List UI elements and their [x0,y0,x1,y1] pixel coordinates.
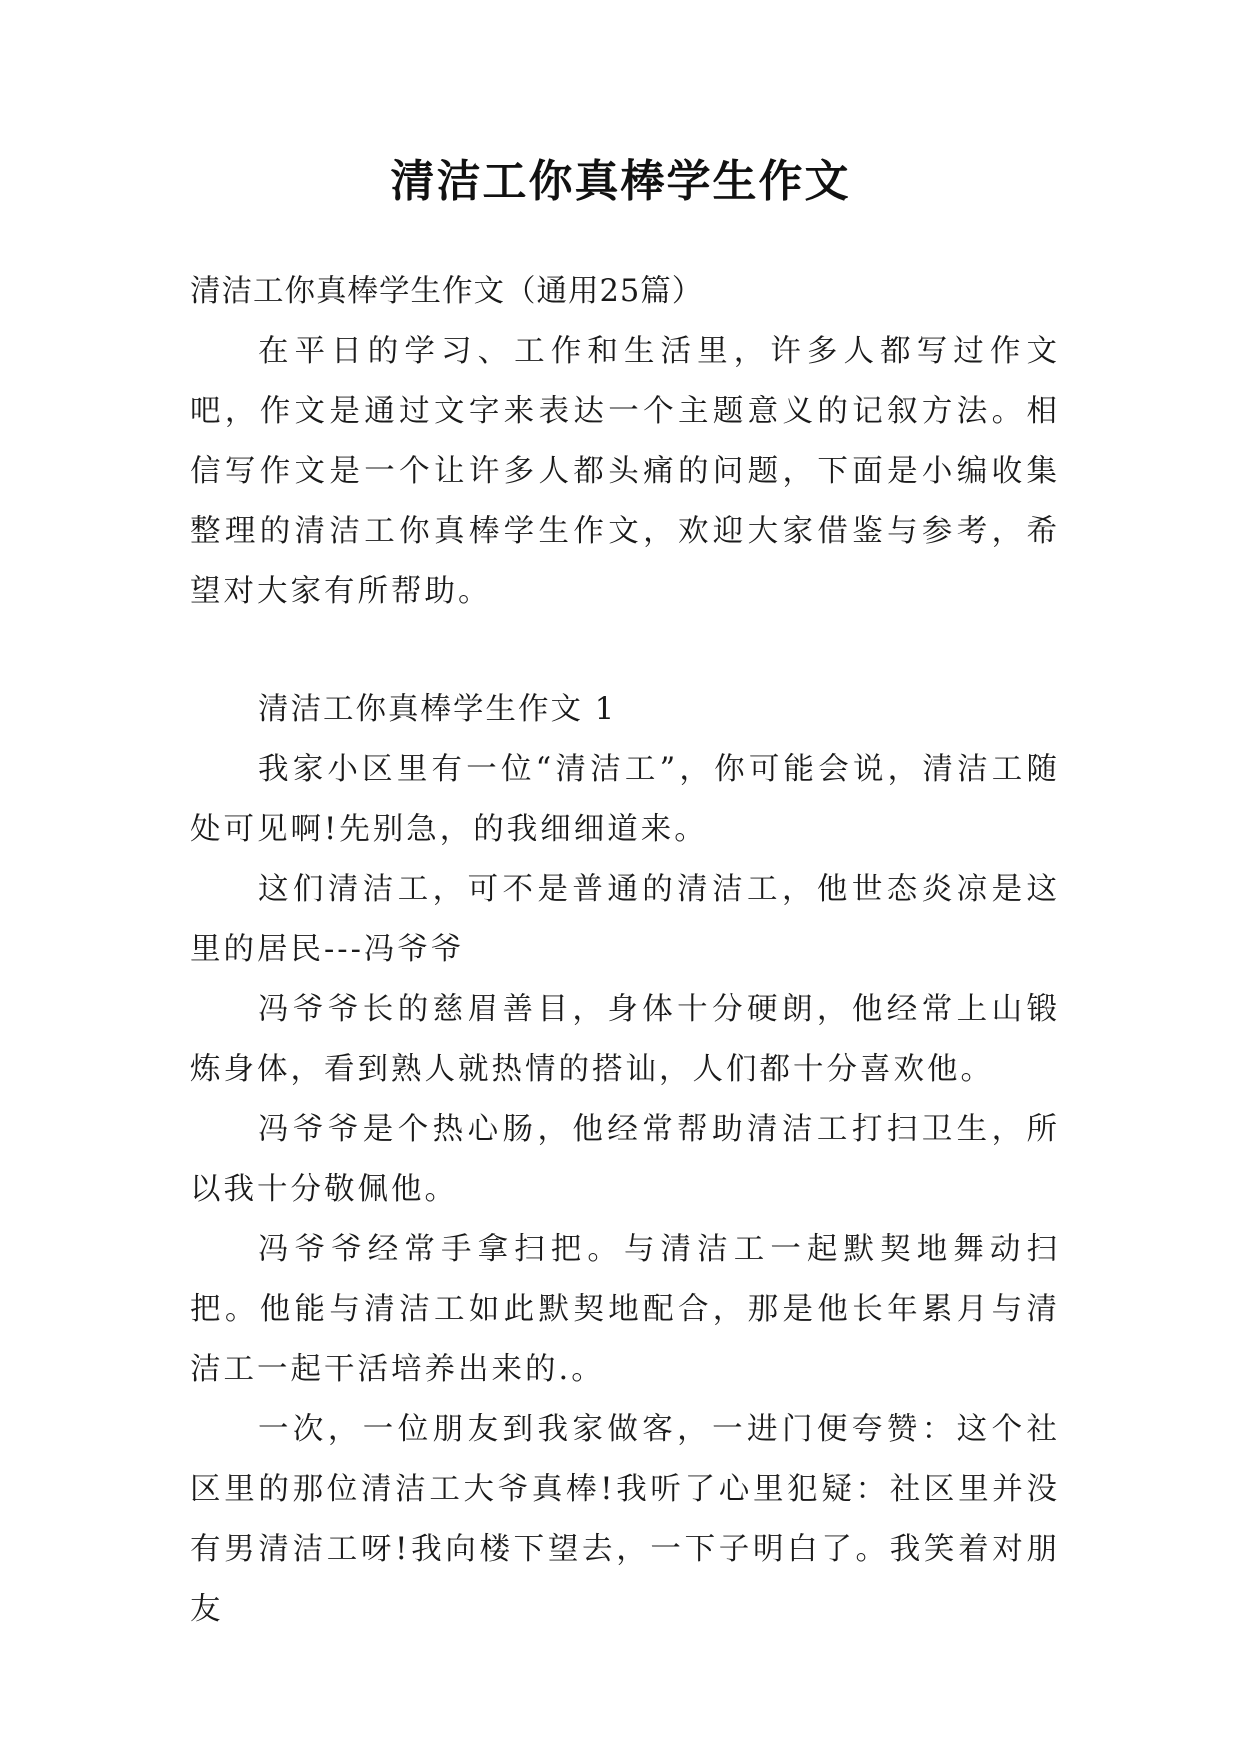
intro-paragraph: 在平日的学习、工作和生活里，许多人都写过作文吧，作文是通过文字来表达一个主题意义的记叙方法。相信写作文是一个让许多人都头痛的问题，下面是小编收集整理的清洁工你真棒学生作文，欢迎大家借鉴与参考，希望对大家有所帮助。 [190,334,1060,609]
document-body [190,262,1060,1640]
section-spacer [190,622,1060,680]
section-heading: 清洁工你真棒学生作文 1 [258,692,617,727]
body-paragraph-5: 冯爷爷经常手拿扫把。与清洁工一起默契地舞动扫把。他能与清洁工如此默契地配合，那是他长年累月与清洁工一起干活培养出来的.。 [190,1232,1060,1387]
body-paragraph-4: 冯爷爷是个热心肠，他经常帮助清洁工打扫卫生，所以我十分敬佩他。 [190,1112,1060,1207]
body-paragraph-6: 一次，一位朋友到我家做客，一进门便夸赞：这个社区里的那位清洁工大爷真棒!我听了心里犯疑：社区里并没有男清洁工呀!我向楼下望去，一下子明白了。我笑着对朋友 [190,1412,1060,1627]
document-subtitle: 清洁工你真棒学生作文（通用25篇） [190,274,704,309]
body-paragraph-2: 这们清洁工，可不是普通的清洁工，他世态炎凉是这里的居民---冯爷爷 [190,872,1060,967]
body-paragraph-3: 冯爷爷长的慈眉善目，身体十分硬朗，他经常上山锻炼身体，看到熟人就热情的搭讪，人们都十分喜欢他。 [190,992,1060,1087]
body-paragraph-1: 我家小区里有一位“清洁工”，你可能会说，清洁工随处可见啊!先别急，的我细细道来。 [190,752,1060,847]
document-title: 清洁工你真棒学生作文 [390,156,851,207]
